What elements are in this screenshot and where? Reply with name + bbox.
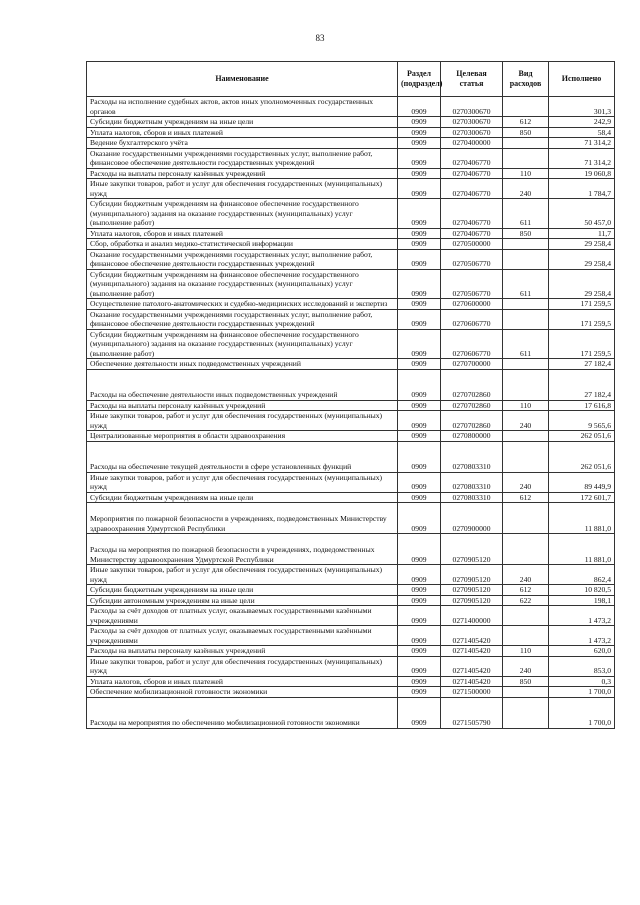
cell-section: 0909 xyxy=(398,239,441,250)
cell-name: Расходы за счёт доходов от платных услуг, оказываемых государственными казёнными учреждениями xyxy=(87,626,398,646)
table-row xyxy=(87,697,615,728)
cell-amount: 11,7 xyxy=(549,228,615,239)
cell-name: Обеспечение мобилизационной готовности экономики xyxy=(87,687,398,698)
table-row xyxy=(87,309,615,329)
table-row xyxy=(87,299,615,310)
table-row xyxy=(87,472,615,492)
cell-article: 0270406770 xyxy=(441,199,503,229)
table-row xyxy=(87,148,615,168)
cell-kind xyxy=(503,431,549,442)
cell-amount: 853,0 xyxy=(549,656,615,676)
cell-article: 0271500000 xyxy=(441,687,503,698)
cell-article: 0270702860 xyxy=(441,400,503,411)
cell-name: Расходы на обеспечение текущей деятельности в сфере установленных функций xyxy=(87,441,398,472)
cell-name: Расходы на мероприятия по пожарной безопасности в учреждениях, подведомственных Министерству здравоохранения Удмуртской Республики xyxy=(87,534,398,565)
table-row xyxy=(87,565,615,585)
cell-article: 0270600000 xyxy=(441,299,503,310)
cell-kind xyxy=(503,606,549,626)
cell-amount: 29 258,4 xyxy=(549,239,615,250)
cell-name: Расходы на выплаты персоналу казённых учреждений xyxy=(87,646,398,657)
table-body xyxy=(87,97,615,729)
cell-name: Субсидии бюджетным учреждениям на иные цели xyxy=(87,492,398,503)
cell-name: Ведение бухгалтерского учёта xyxy=(87,138,398,149)
table-row xyxy=(87,249,615,269)
cell-amount: 262 051,6 xyxy=(549,441,615,472)
cell-section: 0909 xyxy=(398,329,441,359)
cell-amount: 198,1 xyxy=(549,595,615,606)
cell-article: 0270500000 xyxy=(441,239,503,250)
cell-name: Субсидии бюджетным учреждениям на иные цели xyxy=(87,117,398,128)
cell-name: Централизованные мероприятия в области здравоохранения xyxy=(87,431,398,442)
cell-section: 0909 xyxy=(398,168,441,179)
table-row xyxy=(87,441,615,472)
cell-article: 0270800000 xyxy=(441,431,503,442)
cell-amount: 1 700,0 xyxy=(549,687,615,698)
cell-name: Субсидии бюджетным учреждениям на финансовое обеспечение государственного (муниципального) задания на оказание государственных (муниципальных) услуг (выполнение работ) xyxy=(87,199,398,229)
cell-section: 0909 xyxy=(398,411,441,431)
cell-amount: 50 457,0 xyxy=(549,199,615,229)
cell-name: Оказание государственными учреждениями государственных услуг, выполнение работ, финансовое обеспечение деятельности государственных учреждений xyxy=(87,249,398,269)
cell-name: Иные закупки товаров, работ и услуг для обеспечения государственных (муниципальных) нужд xyxy=(87,656,398,676)
cell-kind xyxy=(503,359,549,370)
cell-section: 0909 xyxy=(398,249,441,269)
cell-article: 0270905120 xyxy=(441,534,503,565)
cell-section: 0909 xyxy=(398,400,441,411)
cell-kind xyxy=(503,697,549,728)
cell-name: Сбор, обработка и анализ медико-статистической информации xyxy=(87,239,398,250)
cell-article: 0270400000 xyxy=(441,138,503,149)
cell-kind: 850 xyxy=(503,127,549,138)
cell-amount: 89 449,9 xyxy=(549,472,615,492)
table-row xyxy=(87,534,615,565)
cell-kind: 110 xyxy=(503,168,549,179)
cell-kind: 611 xyxy=(503,269,549,299)
table-row xyxy=(87,359,615,370)
cell-amount: 0,3 xyxy=(549,676,615,687)
cell-kind: 240 xyxy=(503,411,549,431)
cell-article: 0270406770 xyxy=(441,179,503,199)
cell-kind: 110 xyxy=(503,400,549,411)
cell-kind: 612 xyxy=(503,492,549,503)
table-row xyxy=(87,431,615,442)
cell-kind: 240 xyxy=(503,179,549,199)
cell-article: 0271400000 xyxy=(441,606,503,626)
cell-article: 0270803310 xyxy=(441,492,503,503)
header-article: Целевая статья xyxy=(441,62,503,97)
cell-amount: 29 258,4 xyxy=(549,269,615,299)
cell-section: 0909 xyxy=(398,431,441,442)
cell-amount: 58,4 xyxy=(549,127,615,138)
cell-kind xyxy=(503,249,549,269)
cell-amount: 171 259,5 xyxy=(549,299,615,310)
cell-section: 0909 xyxy=(398,269,441,299)
cell-amount: 1 473,2 xyxy=(549,626,615,646)
cell-article: 0271405420 xyxy=(441,626,503,646)
cell-article: 0271405420 xyxy=(441,646,503,657)
cell-article: 0270406770 xyxy=(441,148,503,168)
cell-article: 0270406770 xyxy=(441,228,503,239)
cell-article: 0270300670 xyxy=(441,97,503,117)
cell-article: 0270803310 xyxy=(441,441,503,472)
cell-amount: 71 314,2 xyxy=(549,138,615,149)
cell-section: 0909 xyxy=(398,646,441,657)
cell-name: Оказание государственными учреждениями государственных услуг, выполнение работ, финансовое обеспечение деятельности государственных учреждений xyxy=(87,148,398,168)
cell-amount: 27 182,4 xyxy=(549,369,615,400)
page-number: 83 xyxy=(315,33,325,43)
cell-amount: 1 784,7 xyxy=(549,179,615,199)
cell-section: 0909 xyxy=(398,503,441,534)
cell-article: 0271405420 xyxy=(441,676,503,687)
cell-section: 0909 xyxy=(398,492,441,503)
cell-amount: 17 616,8 xyxy=(549,400,615,411)
cell-name: Субсидии бюджетным учреждениям на финансовое обеспечение государственного (муниципального) задания на оказание государственных (муниципальных) услуг (выполнение работ) xyxy=(87,269,398,299)
cell-section: 0909 xyxy=(398,565,441,585)
cell-amount: 862,4 xyxy=(549,565,615,585)
cell-section: 0909 xyxy=(398,309,441,329)
cell-article: 0270606770 xyxy=(441,309,503,329)
cell-section: 0909 xyxy=(398,299,441,310)
cell-amount: 172 601,7 xyxy=(549,492,615,503)
cell-name: Уплата налогов, сборов и иных платежей xyxy=(87,228,398,239)
cell-section: 0909 xyxy=(398,697,441,728)
cell-amount: 10 820,5 xyxy=(549,585,615,596)
cell-amount: 171 259,5 xyxy=(549,309,615,329)
cell-amount: 29 258,4 xyxy=(549,249,615,269)
budget-execution-table xyxy=(86,61,615,729)
cell-kind: 612 xyxy=(503,585,549,596)
cell-name: Расходы на исполнение судебных актов, актов иных уполномоченных государственных органов xyxy=(87,97,398,117)
cell-name: Обеспечение деятельности иных подведомственных учреждений xyxy=(87,359,398,370)
header-kind: Вид расходов xyxy=(503,62,549,97)
cell-kind: 240 xyxy=(503,565,549,585)
cell-kind xyxy=(503,534,549,565)
cell-article: 0271505790 xyxy=(441,697,503,728)
cell-kind: 611 xyxy=(503,199,549,229)
header-amount: Исполнено xyxy=(549,62,615,97)
cell-section: 0909 xyxy=(398,148,441,168)
table-row xyxy=(87,687,615,698)
table-row xyxy=(87,492,615,503)
cell-section: 0909 xyxy=(398,97,441,117)
cell-kind: 622 xyxy=(503,595,549,606)
cell-article: 0270406770 xyxy=(441,168,503,179)
cell-name: Субсидии бюджетным учреждениям на финансовое обеспечение государственного (муниципального) задания на оказание государственных (муниципальных) услуг (выполнение работ) xyxy=(87,329,398,359)
cell-kind: 110 xyxy=(503,646,549,657)
cell-amount: 11 881,0 xyxy=(549,534,615,565)
cell-name: Мероприятия по пожарной безопасности в учреждениях, подведомственных Министерству здравоохранения Удмуртской Республики xyxy=(87,503,398,534)
cell-section: 0909 xyxy=(398,687,441,698)
cell-article: 0270900000 xyxy=(441,503,503,534)
cell-article: 0270300670 xyxy=(441,127,503,138)
cell-name: Иные закупки товаров, работ и услуг для обеспечения государственных (муниципальных) нужд xyxy=(87,472,398,492)
cell-section: 0909 xyxy=(398,676,441,687)
cell-section: 0909 xyxy=(398,199,441,229)
table-row xyxy=(87,199,615,229)
cell-kind xyxy=(503,138,549,149)
cell-name: Иные закупки товаров, работ и услуг для обеспечения государственных (муниципальных) нужд xyxy=(87,411,398,431)
cell-name: Оказание государственными учреждениями государственных услуг, выполнение работ, финансовое обеспечение деятельности государственных учреждений xyxy=(87,309,398,329)
table-row xyxy=(87,595,615,606)
cell-amount: 242,9 xyxy=(549,117,615,128)
cell-name: Субсидии бюджетным учреждениям на иные цели xyxy=(87,585,398,596)
cell-name: Иные закупки товаров, работ и услуг для обеспечения государственных (муниципальных) нужд xyxy=(87,565,398,585)
cell-amount: 301,3 xyxy=(549,97,615,117)
cell-name: Расходы на обеспечение деятельности иных подведомственных учреждений xyxy=(87,369,398,400)
table-row xyxy=(87,269,615,299)
cell-amount: 71 314,2 xyxy=(549,148,615,168)
table-row xyxy=(87,127,615,138)
cell-kind xyxy=(503,148,549,168)
cell-article: 0270803310 xyxy=(441,472,503,492)
cell-section: 0909 xyxy=(398,585,441,596)
table-row xyxy=(87,585,615,596)
table-row xyxy=(87,179,615,199)
cell-name: Расходы на мероприятия по обеспечению мобилизационной готовности экономики xyxy=(87,697,398,728)
cell-article: 0270702860 xyxy=(441,411,503,431)
cell-section: 0909 xyxy=(398,138,441,149)
cell-kind xyxy=(503,299,549,310)
cell-kind xyxy=(503,369,549,400)
cell-section: 0909 xyxy=(398,117,441,128)
cell-amount: 1 700,0 xyxy=(549,697,615,728)
cell-amount: 171 259,5 xyxy=(549,329,615,359)
cell-section: 0909 xyxy=(398,127,441,138)
cell-name: Расходы на выплаты персоналу казённых учреждений xyxy=(87,168,398,179)
cell-amount: 19 060,8 xyxy=(549,168,615,179)
table-row xyxy=(87,97,615,117)
cell-article: 0270300670 xyxy=(441,117,503,128)
cell-name: Субсидии автономным учреждениям на иные цели xyxy=(87,595,398,606)
cell-article: 0270506770 xyxy=(441,269,503,299)
cell-article: 0270905120 xyxy=(441,585,503,596)
cell-kind: 240 xyxy=(503,472,549,492)
cell-kind: 850 xyxy=(503,676,549,687)
table-row xyxy=(87,626,615,646)
cell-section: 0909 xyxy=(398,626,441,646)
cell-section: 0909 xyxy=(398,606,441,626)
table-row xyxy=(87,646,615,657)
cell-kind: 240 xyxy=(503,656,549,676)
cell-amount: 11 881,0 xyxy=(549,503,615,534)
table-row xyxy=(87,228,615,239)
header-name: Наименование xyxy=(87,62,398,97)
cell-amount: 27 182,4 xyxy=(549,359,615,370)
table-row xyxy=(87,369,615,400)
cell-amount: 620,0 xyxy=(549,646,615,657)
cell-section: 0909 xyxy=(398,472,441,492)
table-row xyxy=(87,117,615,128)
cell-article: 0270506770 xyxy=(441,249,503,269)
table-row xyxy=(87,411,615,431)
cell-section: 0909 xyxy=(398,656,441,676)
table-row xyxy=(87,656,615,676)
cell-kind xyxy=(503,687,549,698)
cell-kind xyxy=(503,97,549,117)
table-row xyxy=(87,168,615,179)
cell-section: 0909 xyxy=(398,228,441,239)
cell-article: 0270606770 xyxy=(441,329,503,359)
cell-section: 0909 xyxy=(398,179,441,199)
cell-kind: 850 xyxy=(503,228,549,239)
cell-amount: 262 051,6 xyxy=(549,431,615,442)
table-row xyxy=(87,329,615,359)
table-row xyxy=(87,503,615,534)
table-header-row xyxy=(87,62,615,97)
table-row xyxy=(87,606,615,626)
cell-article: 0270700000 xyxy=(441,359,503,370)
cell-section: 0909 xyxy=(398,369,441,400)
cell-amount: 1 473,2 xyxy=(549,606,615,626)
cell-section: 0909 xyxy=(398,359,441,370)
cell-kind: 612 xyxy=(503,117,549,128)
cell-name: Уплата налогов, сборов и иных платежей xyxy=(87,127,398,138)
cell-name: Расходы на выплаты персоналу казённых учреждений xyxy=(87,400,398,411)
cell-kind xyxy=(503,626,549,646)
cell-kind xyxy=(503,503,549,534)
cell-name: Осуществление патолого-анатомических и судебно-медицинских исследований и экспертиз xyxy=(87,299,398,310)
cell-kind xyxy=(503,441,549,472)
cell-amount: 9 565,6 xyxy=(549,411,615,431)
cell-name: Расходы за счёт доходов от платных услуг, оказываемых государственными казёнными учреждениями xyxy=(87,606,398,626)
cell-article: 0271405420 xyxy=(441,656,503,676)
cell-section: 0909 xyxy=(398,441,441,472)
cell-kind xyxy=(503,309,549,329)
cell-article: 0270905120 xyxy=(441,565,503,585)
cell-name: Иные закупки товаров, работ и услуг для обеспечения государственных (муниципальных) нужд xyxy=(87,179,398,199)
cell-section: 0909 xyxy=(398,534,441,565)
table-row xyxy=(87,239,615,250)
table-row xyxy=(87,138,615,149)
table-row xyxy=(87,676,615,687)
cell-name: Уплата налогов, сборов и иных платежей xyxy=(87,676,398,687)
cell-kind: 611 xyxy=(503,329,549,359)
cell-article: 0270905120 xyxy=(441,595,503,606)
table-row xyxy=(87,400,615,411)
cell-section: 0909 xyxy=(398,595,441,606)
header-section: Раздел (подраздел) xyxy=(398,62,441,97)
cell-kind xyxy=(503,239,549,250)
cell-article: 0270702860 xyxy=(441,369,503,400)
